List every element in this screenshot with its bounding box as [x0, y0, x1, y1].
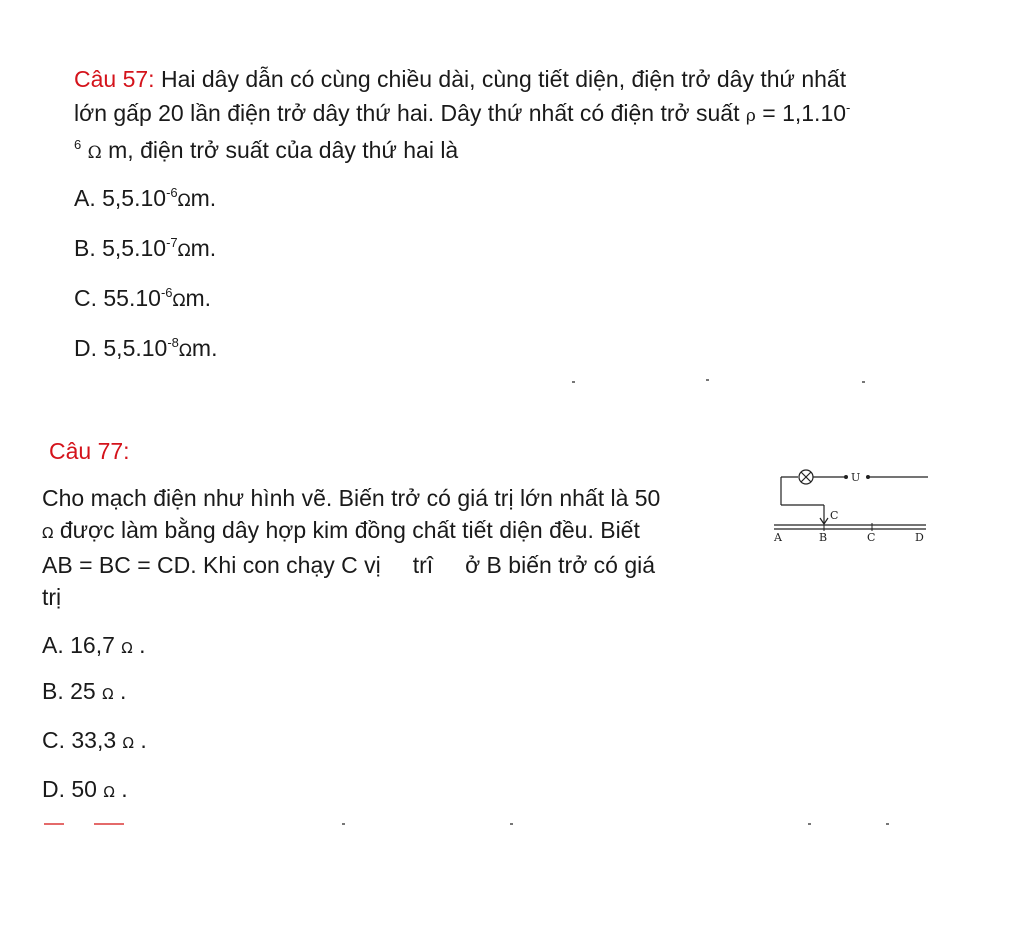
q57-stem: [74, 62, 954, 170]
ohm-symbol: Ω: [121, 639, 133, 657]
q77-text-4: trị: [42, 584, 62, 610]
lamp-icon: [799, 470, 813, 484]
label-d: D: [915, 531, 924, 543]
option-label: D. 5,5.10: [74, 335, 168, 361]
q57-line-2: [74, 96, 954, 133]
q57-text-3: m, điện trở suất của dây thứ hai là: [101, 137, 459, 163]
q57-rho-value: = 1,1.10: [755, 100, 847, 126]
q57-option-a[interactable]: [74, 185, 216, 212]
label-c: C: [867, 531, 876, 543]
q77-stem: [42, 482, 762, 613]
q77-text-2: được làm bằng dây hợp kim đồng chất tiết diện đều. Biết: [53, 517, 640, 543]
residual-red-mark: [44, 823, 64, 825]
option-unit-end: m.: [191, 335, 218, 361]
ohm-symbol: Ω: [172, 291, 186, 311]
ohm-symbol: Ω: [177, 241, 191, 261]
residual-mark: [706, 379, 709, 381]
q57-exp-minus: -: [846, 100, 851, 115]
label-u: U: [851, 471, 861, 484]
option-exp: -6: [166, 185, 178, 200]
q57-option-c[interactable]: [74, 285, 211, 312]
q57-label: Câu 57:: [74, 66, 155, 92]
q77-text-1: Cho mạch điện như hình vẽ. Biến trở có giá trị lớn nhất là 50: [42, 485, 661, 511]
ohm-symbol: Ω: [102, 685, 114, 703]
option-unit-end: .: [132, 632, 146, 658]
option-label: A. 5,5.10: [74, 185, 167, 211]
ohm-symbol: Ω: [87, 143, 102, 163]
option-exp: -6: [160, 285, 173, 300]
residual-mark: [808, 823, 811, 825]
residual-mark: [342, 823, 345, 825]
option-unit-end: .: [134, 727, 147, 753]
q77-option-c[interactable]: [42, 727, 147, 754]
q77-text-3: AB = BC = CD. Khi con chạy C vị trî ở B biến trở có giá: [42, 552, 656, 578]
ohm-symbol: Ω: [103, 783, 115, 801]
q77-option-d[interactable]: [42, 776, 128, 803]
q57-line-3: [74, 133, 954, 170]
q77-option-a[interactable]: [42, 632, 146, 659]
option-unit-end: m.: [190, 185, 217, 211]
circuit-diagram: [772, 463, 942, 543]
residual-red-mark: [94, 823, 124, 825]
label-a: A: [774, 531, 782, 543]
option-exp: -7: [166, 235, 178, 250]
ohm-symbol: Ω: [178, 341, 192, 361]
option-label: B. 5,5.10: [74, 235, 167, 261]
option-label: C. 33,3: [42, 727, 123, 753]
residual-mark: [886, 823, 889, 825]
ohm-symbol: Ω: [42, 524, 54, 542]
ohm-symbol: Ω: [122, 734, 135, 752]
q57-exp-six: 6: [74, 137, 82, 152]
label-slider-c: C: [830, 509, 839, 522]
q57-text-2: lớn gấp 20 lần điện trở dây thứ hai. Dây thứ nhất có điện trở suất: [74, 100, 740, 126]
q57-option-d[interactable]: [74, 335, 217, 362]
option-unit-end: .: [114, 776, 128, 802]
q57-text-1: Hai dây dẫn có cùng chiều dài, cùng tiết diện, điện trở dây thứ nhất: [160, 66, 847, 92]
option-unit-end: m.: [190, 235, 217, 261]
option-label: B. 25: [42, 678, 103, 704]
option-unit-end: m.: [185, 285, 212, 311]
option-label: D. 50: [42, 776, 104, 802]
terminal-dot: [844, 475, 848, 479]
option-label: A. 16,7: [42, 632, 122, 658]
option-label: C. 55.10: [74, 285, 161, 311]
option-unit-end: .: [113, 678, 127, 704]
q77-label: Câu 77:: [49, 438, 130, 464]
ohm-symbol: Ω: [177, 191, 191, 211]
residual-mark: [510, 823, 513, 825]
q77-option-b[interactable]: [42, 678, 126, 705]
q77-line-2: [42, 514, 762, 549]
option-exp: -8: [167, 335, 179, 350]
label-b: B: [819, 531, 828, 543]
q57-option-b[interactable]: [74, 235, 216, 262]
rho-symbol: ρ: [745, 106, 756, 126]
residual-mark: [572, 381, 575, 383]
residual-mark: [862, 381, 865, 383]
q57-line-1: [74, 62, 954, 96]
